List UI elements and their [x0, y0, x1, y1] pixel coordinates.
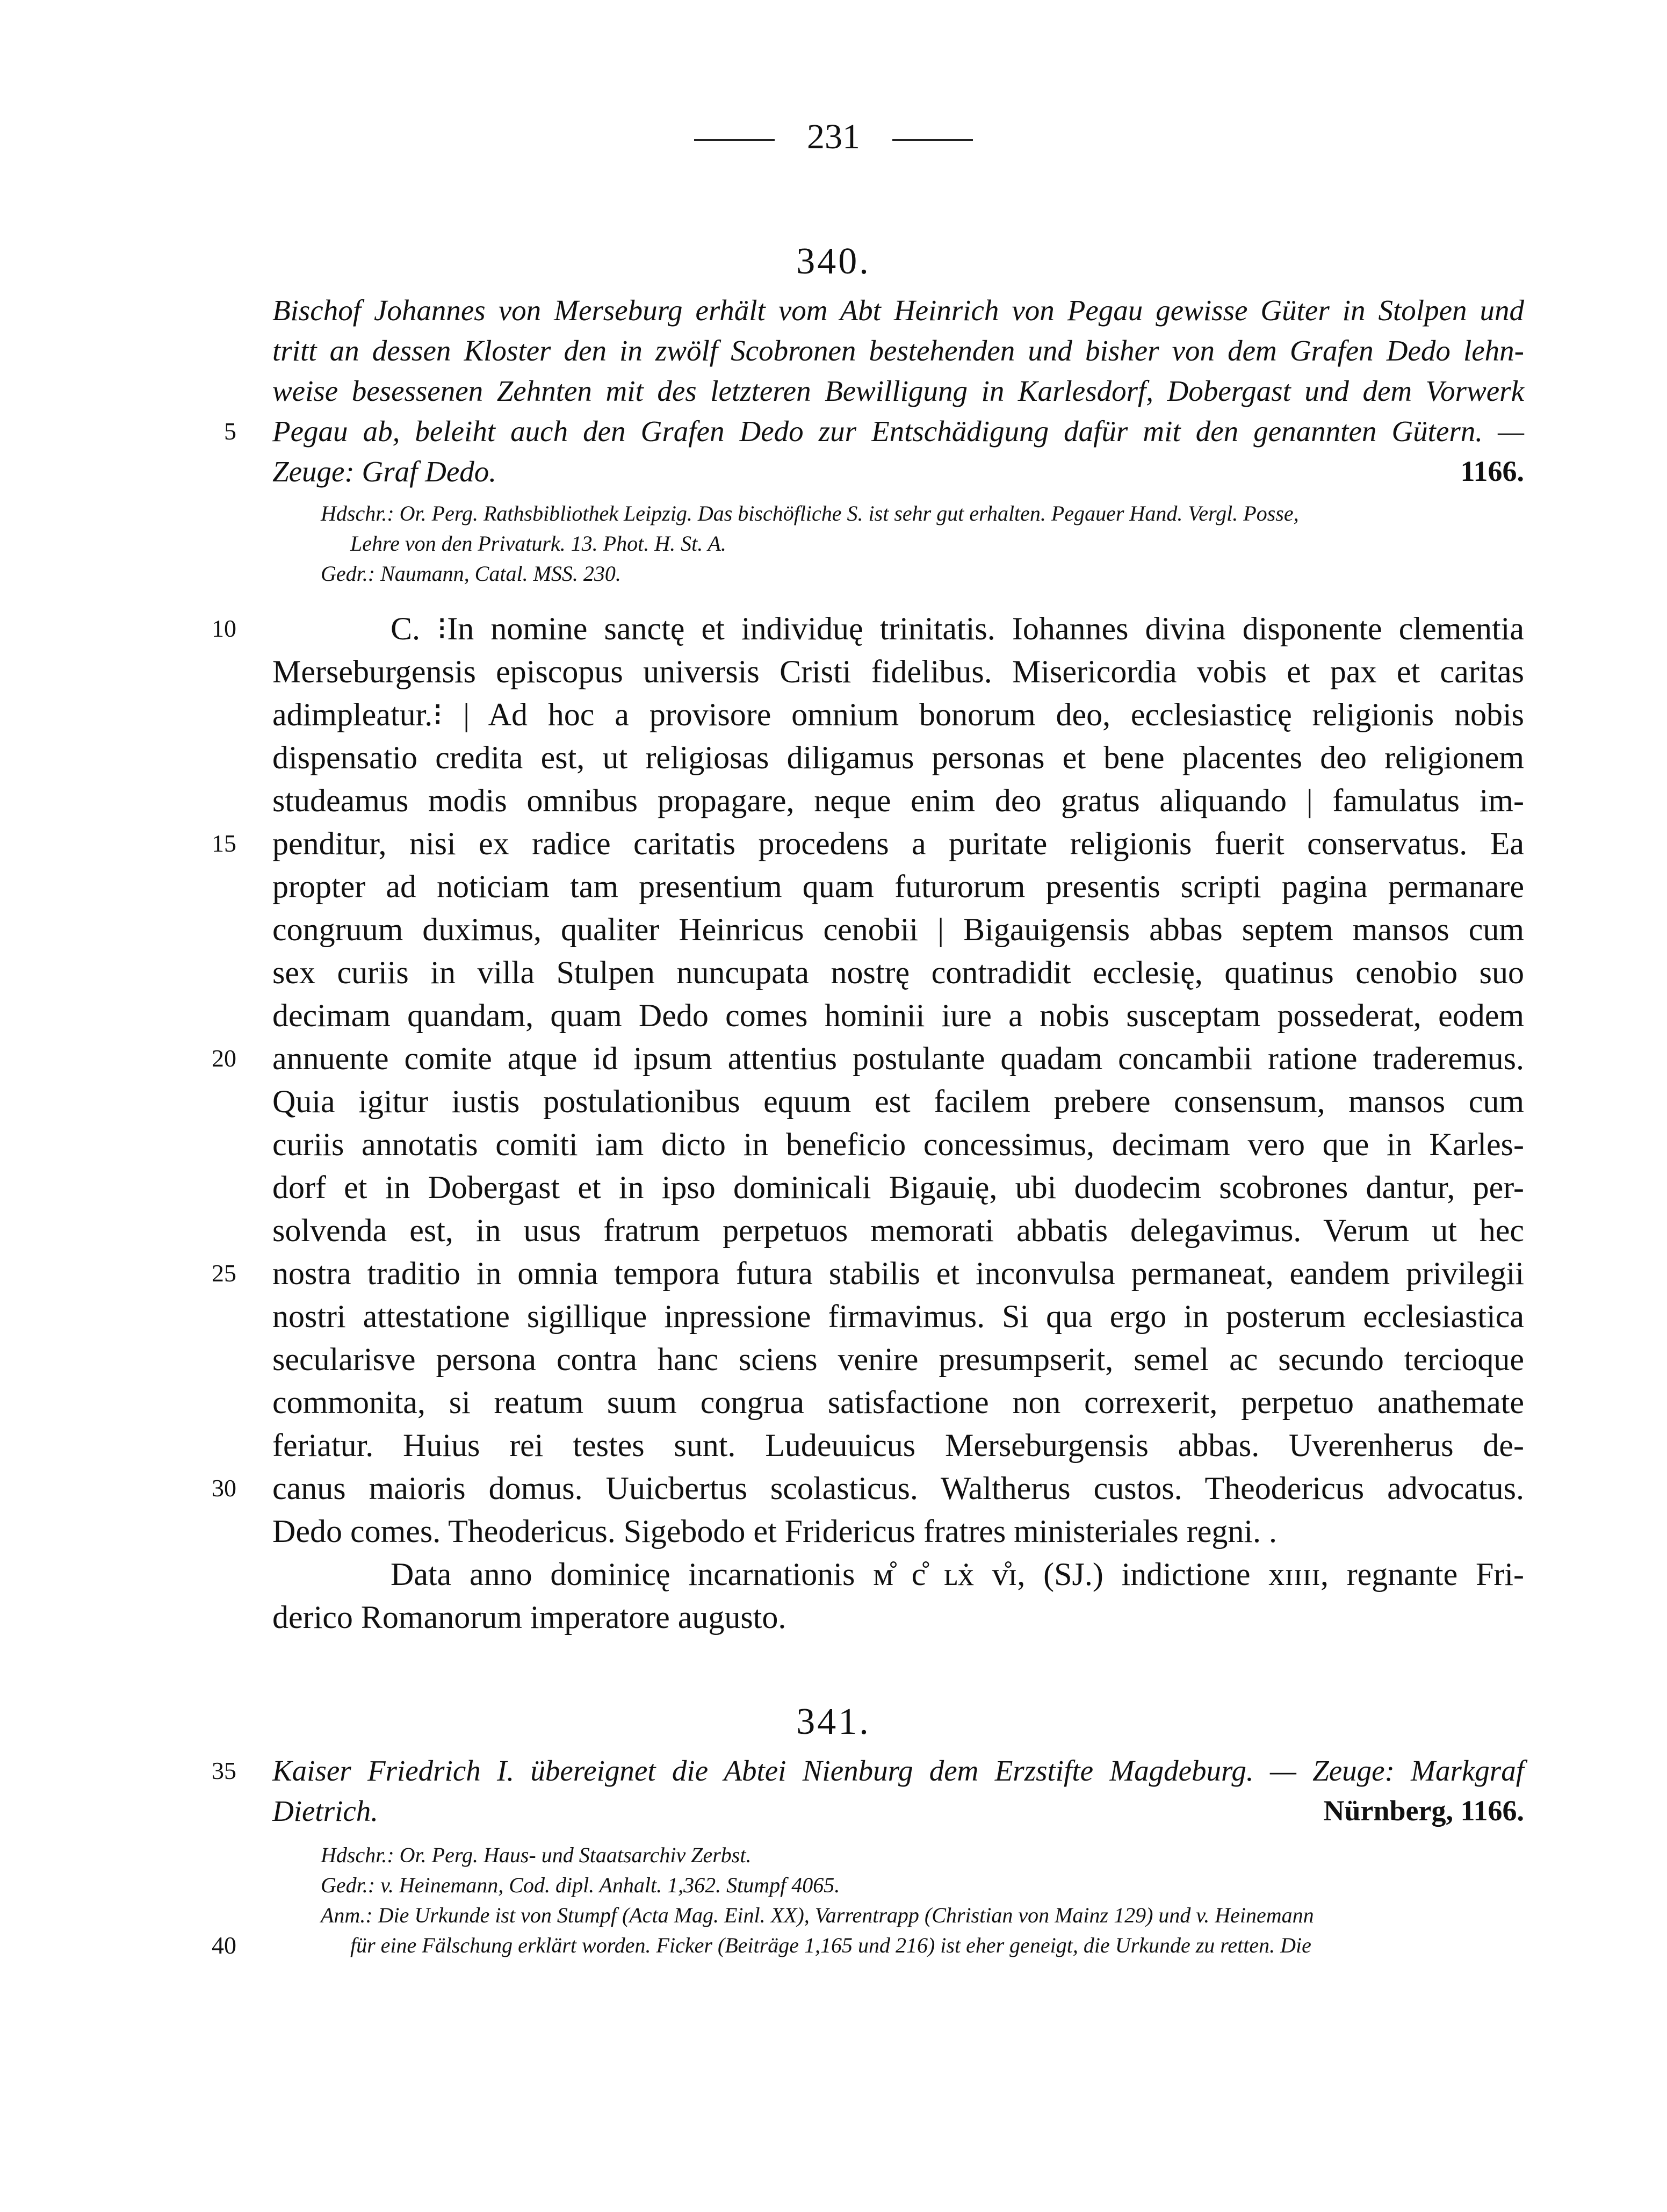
text-line-3: adimpleatur.⁝ | Ad hoc a provisore omnium bonorum deo, ecclesiasticę religionis nobis: [272, 697, 1524, 732]
text-line-4: dispensatio credita est, ut religiosas diligamus personas et bene placentes deo religionem: [272, 740, 1524, 775]
text-line-1: C. ⁝In nomine sanctę et individuę trinitatis. Iohannes divina disponente clementia: [391, 611, 1524, 646]
text-line-10: decimam quandam, quam Dedo comes hominii iure a nobis susceptam possederat, eodem: [272, 998, 1524, 1033]
note-printed: Gedr.: Naumann, Catal. MSS. 230.: [321, 561, 621, 586]
text-line-12: Quia igitur iustis postulationibus equum est facilem prebere consensum, mansos cum: [272, 1084, 1524, 1119]
text-line-17: nostri attestatione sigillique inpressione firmavimus. Si qua ergo in posterum ecclesiastica: [272, 1299, 1524, 1334]
text-line-11: annuente comite atque id ipsum attentius postulante quadam concambii ratione traderemus.: [272, 1041, 1524, 1076]
text-line-13: curiis annotatis comiti iam dicto in beneficio concessimus, decimam vero que in Karles-: [272, 1127, 1524, 1162]
text-line-6: penditur, nisi ex radice caritatis procedens a puritate religionis fuerit conservatus. Ea: [272, 826, 1524, 861]
data-line-1: Data anno dominicę incarnationis ᴍ̊ c̊ ʟẋ v̊ɪ, (SJ.) indictione xɪɪɪɪ, regnante Fri-: [391, 1557, 1524, 1592]
note-manuscript-cont: Lehre von den Privaturk. 13. Phot. H. St. A.: [350, 531, 726, 556]
note-341-remark: Anm.: Die Urkunde ist von Stumpf (Acta Mag. Einl. XX), Varrentrapp (Christian von Mainz 129) und v. Heinemann: [321, 1903, 1314, 1927]
text-line-14: dorf et in Dobergast et in ipso dominicali Bigauię, ubi duodecim scobrones dantur, per-: [272, 1170, 1524, 1205]
regest-341-date: Nürnberg, 1166.: [1323, 1795, 1524, 1827]
note-341-remark-cont: für eine Fälschung erklärt worden. Ficker (Beiträge 1,165 und 216) ist eher geneigt, die Urkunde zu retten. Die: [350, 1933, 1311, 1957]
text-line-15: solvenda est, in usus fratrum perpetuos memorati abbatis delegavimus. Verum ut hec: [272, 1213, 1524, 1248]
text-line-22: Dedo comes. Theodericus. Sigebodo et Fridericus fratres ministeriales regni. .: [272, 1514, 1278, 1549]
text-line-16: nostra traditio in omnia tempora futura stabilis et inconvulsa permaneat, eandem privilegii: [272, 1256, 1524, 1291]
text-line-2: Merseburgensis episcopus universis Cristi fidelibus. Misericordia vobis et pax et caritas: [272, 654, 1524, 689]
text-line-19: commonita, si reatum suum congrua satisfactione non correxerit, perpetuo anathemate: [272, 1385, 1524, 1420]
regest-line-2: tritt an dessen Kloster den in zwölf Scobronen bestehenden und bisher von dem Grafen Dedo lehn-: [272, 334, 1524, 367]
regest-line-3: weise besessenen Zehnten mit des letzteren Bewilligung in Karlesdorf, Dobergast und dem Vorwerk: [272, 374, 1524, 407]
text-line-21: canus maioris domus. Uuicbertus scolasticus. Waltherus custos. Theodericus advocatus.: [272, 1471, 1524, 1506]
regest-341-line-2: Dietrich.: [272, 1795, 379, 1827]
text-line-8: congruum duximus, qualiter Heinricus cenobii | Bigauigensis abbas septem mansos cum: [272, 912, 1524, 947]
note-manuscript: Hdschr.: Or. Perg. Rathsbibliothek Leipzig. Das bischöfliche S. ist sehr gut erhalten. Pegauer Hand. Vergl. Posse,: [321, 501, 1299, 525]
regest-341-line-1: Kaiser Friedrich I. übereignet die Abtei Nienburg dem Erzstifte Magdeburg. — Zeuge: Markgraf: [272, 1754, 1524, 1787]
text-line-7: propter ad noticiam tam presentium quam futurorum presentis scripti pagina permanare: [272, 869, 1524, 904]
regest-line-5: Zeuge: Graf Dedo.: [272, 455, 497, 488]
data-line-2: derico Romanorum imperatore augusto.: [272, 1599, 786, 1635]
text-line-18: secularisve persona contra hanc sciens venire presumpserit, semel ac secundo tercioque: [272, 1342, 1524, 1377]
regest-date: 1166.: [1460, 455, 1524, 487]
text-line-9: sex curiis in villa Stulpen nuncupata nostrę contradidit ecclesię, quatinus cenobio suo: [272, 955, 1524, 990]
note-341-printed: Gedr.: v. Heinemann, Cod. dipl. Anhalt. 1,362. Stumpf 4065.: [321, 1873, 840, 1897]
page-number: 231: [0, 119, 1667, 155]
note-341-manuscript: Hdschr.: Or. Perg. Haus- und Staatsarchiv Zerbst.: [321, 1843, 752, 1867]
document-number-340: 340.: [796, 241, 871, 282]
document-number-341: 341.: [796, 1701, 871, 1742]
regest-line-4: Pegau ab, beleiht auch den Grafen Dedo zur Entschädigung dafür mit den genannten Gütern. —: [272, 415, 1524, 448]
text-line-20: feriatur. Huius rei testes sunt. Ludeuuicus Merseburgensis abbas. Uverenherus de-: [272, 1428, 1524, 1463]
text-line-5: studeamus modis omnibus propagare, neque enim deo gratus aliquando | famulatus im-: [272, 783, 1524, 818]
regest-line-1: Bischof Johannes von Merseburg erhält vom Abt Heinrich von Pegau gewisse Güter in Stolpen und: [272, 294, 1524, 327]
